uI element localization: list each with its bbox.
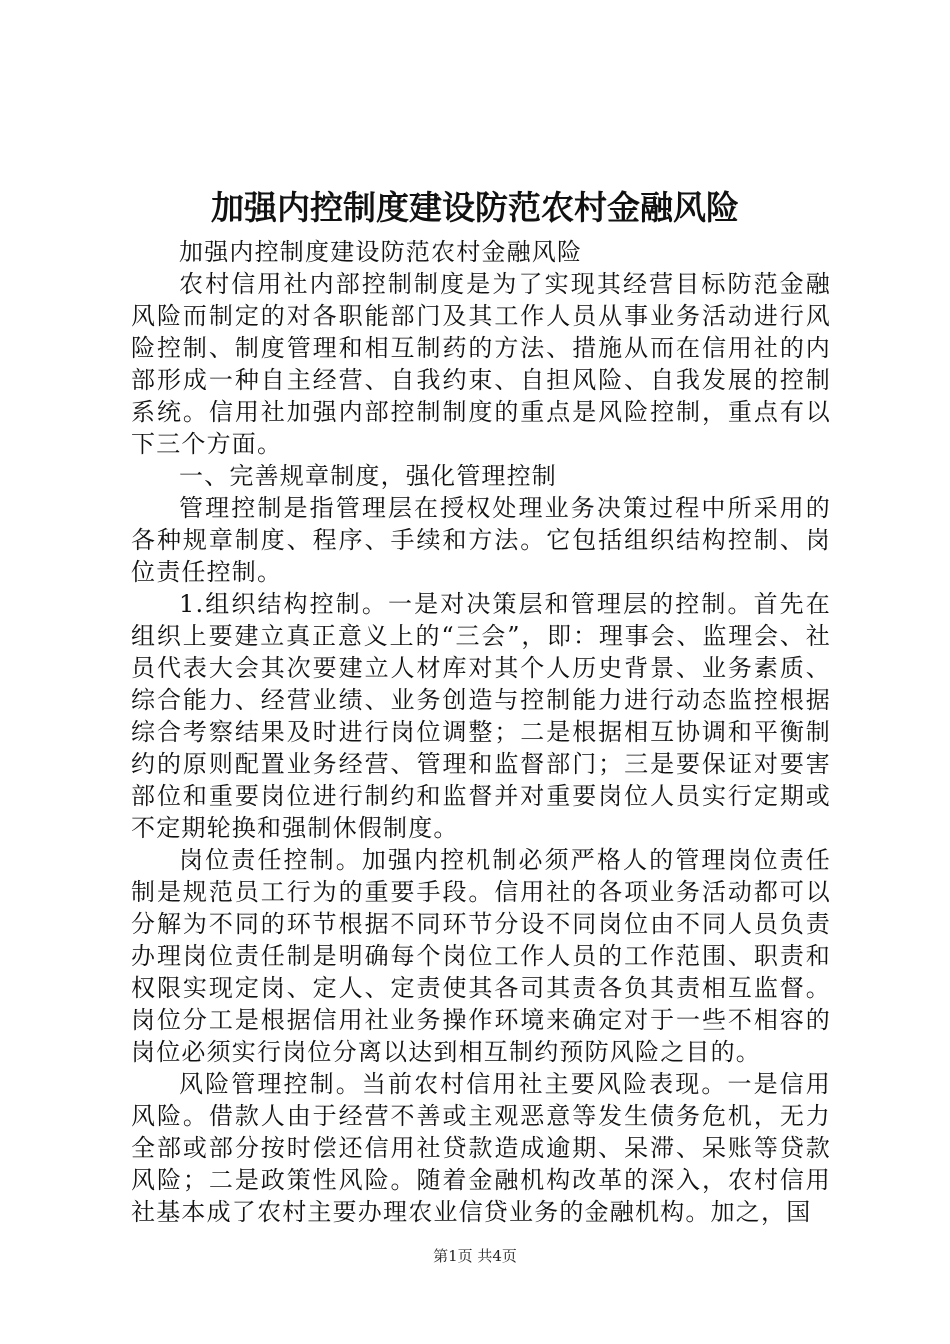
paragraph-intro: 农村信用社内部控制制度是为了实现其经营目标防范金融风险而制定的对各职能部门及其工作人员从事业务活动进行风险控制、制度管理和相互制药的方法、措施从而在信用社的内部形成一种自主经营、自我约束、自担风险、自我发展的控制系统。信用社加强内部控制制度的重点是风险控制，重点有以下三个方面。 — [131, 270, 831, 458]
document-body — [131, 236, 831, 1228]
document-title: 加强内控制度建设防范农村金融风险 — [211, 188, 739, 227]
paragraph-risk-management: 风险管理控制。当前农村信用社主要风险表现。一是信用风险。借款人由于经营不善或主观恶意等发生债务危机，无力全部或部分按时偿还信用社贷款造成逾期、呆滞、呆账等贷款风险；二是政策性风险。随着金融机构改革的深入，农村信用社基本成了农村主要办理农业信贷业务的金融机构。加之，国 — [131, 1070, 831, 1226]
paragraph-post-responsibility: 岗位责任控制。加强内控机制必须严格人的管理岗位责任制是规范员工行为的重要手段。信用社的各项业务活动都可以分解为不同的环节根据不同环节分设不同岗位由不同人员负责办理岗位责任制是明确每个岗位工作人员的工作范围、职责和权限实现定岗、定人、定责使其各司其责各负其责相互监督。岗位分工是根据信用社业务操作环境来确定对于一些不相容的岗位必须实行岗位分离以达到相互制约预防风险之目的。 — [131, 846, 831, 1066]
page-footer: 第1页 共4页 — [433, 1247, 517, 1265]
paragraph-management-control: 管理控制是指管理层在授权处理业务决策过程中所采用的各种规章制度、程序、手续和方法。它包括组织结构控制、岗位责任控制。 — [131, 494, 831, 586]
paragraph-subtitle: 加强内控制度建设防范农村金融风险 — [179, 238, 583, 266]
paragraph-organization-control: 1.组织结构控制。一是对决策层和管理层的控制。首先在组织上要建立真正意义上的“三会”，即：理事会、监理会、社员代表大会其次要建立人材库对其个人历史背景、业务素质、综合能力、经营业绩、业务创造与控制能力进行动态监控根据综合考察结果及时进行岗位调整；二是根据相互协调和平衡制约的原则配置业务经营、管理和监督部门；三是要保证对要害部位和重要岗位进行制约和监督并对重要岗位人员实行定期或不定期轮换和强制休假制度。 — [131, 590, 831, 842]
section-heading-1: 一、完善规章制度，强化管理控制 — [179, 462, 557, 490]
